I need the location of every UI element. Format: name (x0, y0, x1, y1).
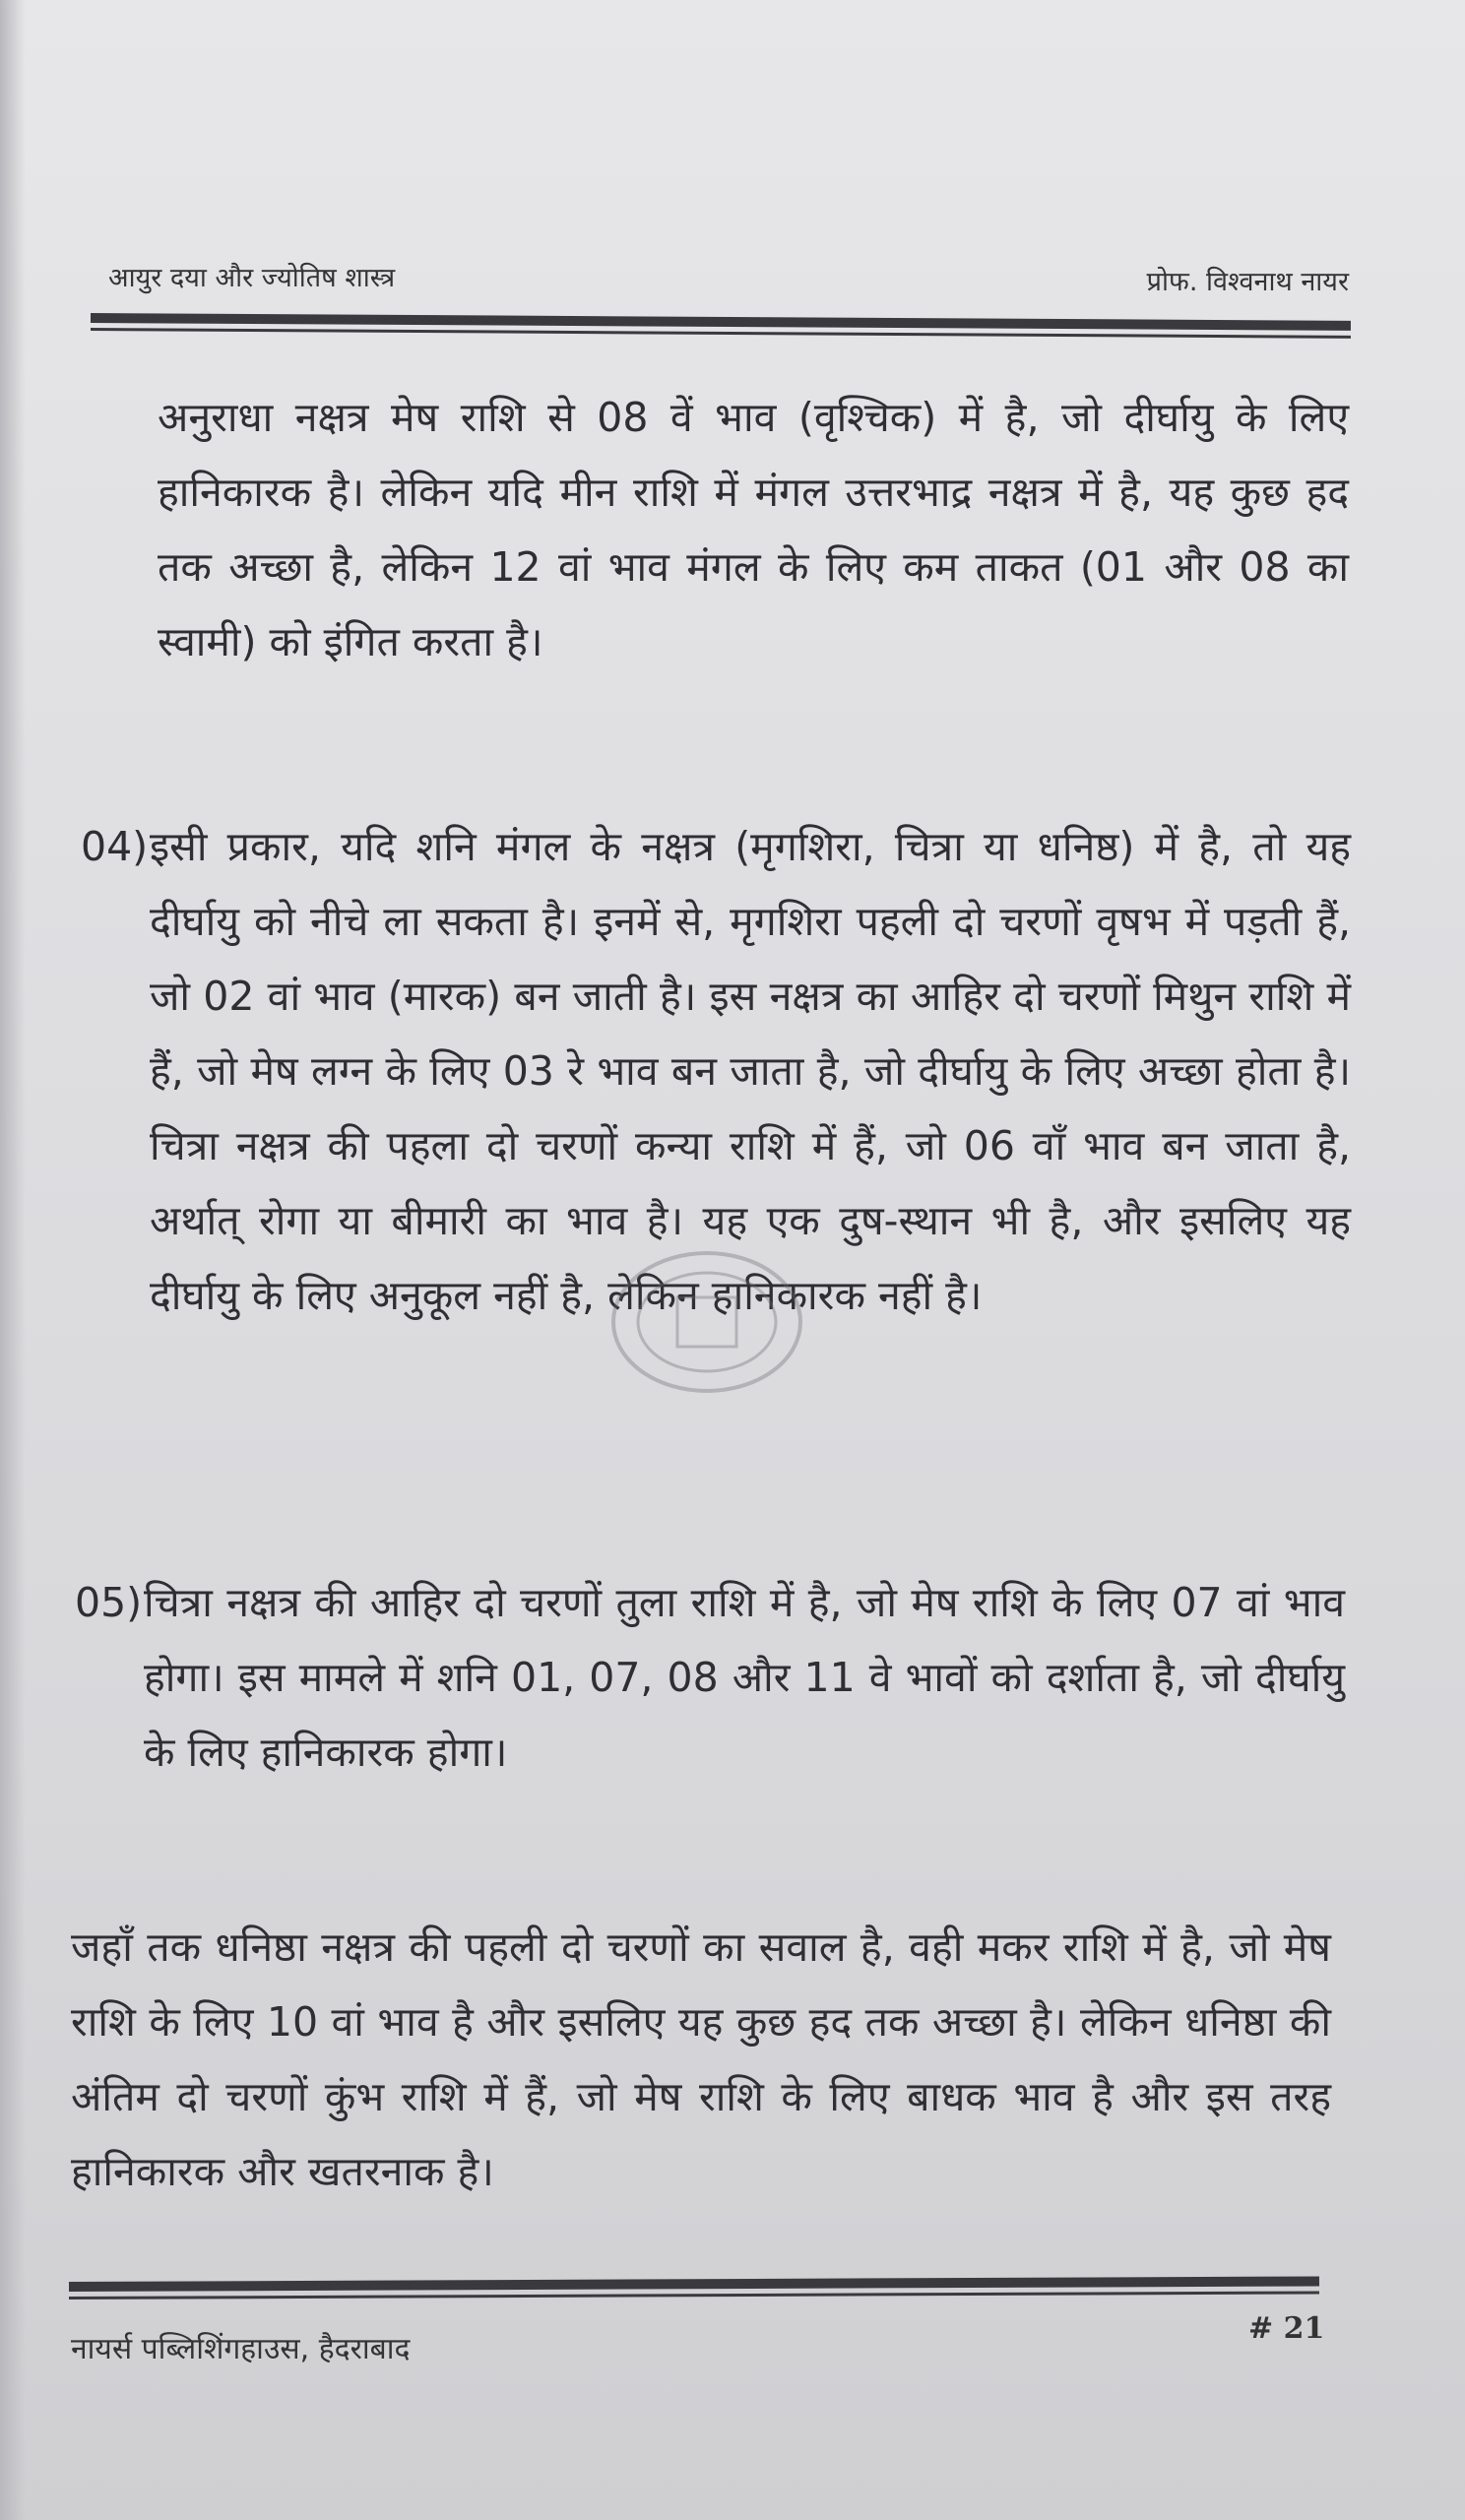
publisher-watermark-stamp (589, 1238, 825, 1406)
paragraph-dhanishtha: जहाँ तक धनिष्ठा नक्षत्र की पहली दो चरणों का सवाल है, वही मकर राशि में है, जो मेष राशि के लिए 10 वां भाव है और इसलिए यह कुछ हद तक अच्छा है। लेकिन धनिष्ठा की अंतिम दो चरणों कुंभ राशि में हैं, जो मेष राशि के लिए बाधक भाव है और इस तरह हानिकारक और खतरनाक है। (71, 1923, 1331, 2195)
list-item-number: 04) (81, 823, 149, 870)
header-book-title: आयुर दया और ज्योतिष शास्त्र (108, 263, 396, 293)
list-item-05 (75, 1565, 1351, 1880)
footer-rule-thin (69, 2291, 1319, 2300)
list-item-text: इसी प्रकार, यदि शनि मंगल के नक्षत्र (मृगशिरा, चित्रा या धनिष्ठ) में है, तो यह दीर्घायु को नीचे ला सकता है। इनमें से, मृगशिरा पहली दो चरणों वृषभ में पड़ती हैं, जो 02 वां भाव (मारक) बन जाती है। इस नक्षत्र का आहिर दो चरणों मिथुन राशि में हैं, जो मेष लग्न के लिए 03 रे भाव बन जाता है, जो दीर्घायु के लिए अच्छा होता है। चित्रा नक्षत्र की पहला दो चरणों कन्या राशि में हैं, जो 06 वाँ भाव बन जाता है, अर्थात् रोगा या बीमारी का भाव है। यह एक दुष-स्थान भी है, और इसलिए यह दीर्घायु के लिए अनुकूल नहीं है, लेकिन हानिकारक नहीं है। (150, 823, 1351, 1319)
list-item-text: चित्रा नक्षत्र की आहिर दो चरणों तुला राशि में है, जो मेष राशि के लिए 07 वां भाव होगा। इस मामले में शनि 01, 07, 08 और 11 वे भावों को दर्शाता है, जो दीर्घायु के लिए हानिकारक होगा। (144, 1579, 1345, 1776)
page-edge-shadow (0, 0, 26, 2520)
footer-rule (69, 2276, 1319, 2292)
paragraph-anuradha: अनुराधा नक्षत्र मेष राशि से 08 वें भाव (वृश्चिक) में है, जो दीर्घायु के लिए हानिकारक है। लेकिन यदि मीन राशि में मंगल उत्तरभाद्र नक्षत्र में है, यह कुछ हद तक अच्छा है, लेकिन 12 वां भाव मंगल के लिए कम ताकत (01 और 08 का स्वामी) को इंगित करता है। (158, 394, 1349, 665)
page-number: # 21 (1248, 2311, 1325, 2346)
footer-publisher: नायर्स पब्लिशिंगहाउस, हैदराबाद (71, 2332, 411, 2366)
running-header (108, 258, 1349, 297)
list-item-number: 05) (75, 1579, 143, 1626)
list-item-04 (81, 809, 1351, 1518)
header-author: प्रोफ. विश्वनाथ नायर (1146, 267, 1349, 297)
header-rule (91, 313, 1351, 331)
